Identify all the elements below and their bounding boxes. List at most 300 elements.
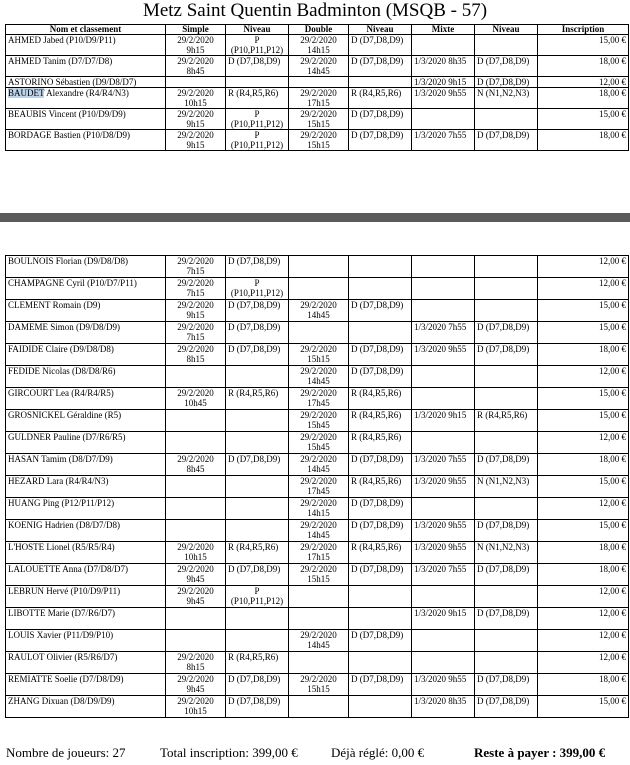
mixed-slot-line: 1/3/2020 9h55 xyxy=(414,344,467,354)
mixed-level xyxy=(475,344,538,366)
table-row xyxy=(6,542,629,564)
table-row xyxy=(6,674,629,696)
double-slot xyxy=(289,300,349,322)
mixed-level xyxy=(475,498,538,520)
player-name xyxy=(6,586,166,608)
fee-amount xyxy=(538,130,629,151)
fee-amount-line: 12,00 € xyxy=(599,630,626,640)
mixed-level xyxy=(475,454,538,476)
mixed-slot xyxy=(412,696,475,718)
mixed-level xyxy=(475,586,538,608)
player-name xyxy=(6,432,166,454)
player-name-text: HUANG Ping (P12/P11/P12) xyxy=(8,498,115,508)
simple-slot xyxy=(166,109,226,130)
simple-slot-line: 29/2/2020 xyxy=(177,454,214,464)
double-slot-line: 29/2/2020 xyxy=(300,35,337,45)
mixed-slot xyxy=(412,344,475,366)
double-level-line: R (R4,R5,R6) xyxy=(351,388,402,398)
mixed-level xyxy=(475,366,538,388)
player-name xyxy=(6,366,166,388)
double-level xyxy=(349,56,412,77)
player-name xyxy=(6,300,166,322)
player-name xyxy=(6,454,166,476)
player-name-text: FAIDIDE Claire (D9/D8/D8) xyxy=(8,344,114,354)
mixed-slot xyxy=(412,652,475,674)
double-level xyxy=(349,630,412,652)
player-name-text: L'HOSTE Lionel (R5/R5/R4) xyxy=(8,542,115,552)
mixed-slot xyxy=(412,410,475,432)
double-slot-line: 14h45 xyxy=(307,464,330,474)
simple-level-line: D (D7,D8,D9) xyxy=(228,322,281,332)
fee-amount-line: 12,00 € xyxy=(599,608,626,618)
double-slot-line: 29/2/2020 xyxy=(300,542,337,552)
player-name-text: HEZARD Lara (R4/R4/N3) xyxy=(8,476,109,486)
simple-level xyxy=(226,300,289,322)
fee-amount xyxy=(538,652,629,674)
fee-amount xyxy=(538,542,629,564)
mixed-slot xyxy=(412,432,475,454)
double-slot xyxy=(289,674,349,696)
simple-slot-line: 10h45 xyxy=(184,398,207,408)
double-level xyxy=(349,366,412,388)
fee-amount xyxy=(538,432,629,454)
simple-slot xyxy=(166,498,226,520)
mixed-level xyxy=(475,696,538,718)
mixed-level-line: N (N1,N2,N3) xyxy=(477,88,530,98)
fee-amount-line: 12,00 € xyxy=(599,278,626,288)
mixed-level xyxy=(475,35,538,56)
mixed-slot-line: 1/3/2020 9h15 xyxy=(414,77,467,87)
table-row xyxy=(6,344,629,366)
mixed-level xyxy=(475,109,538,130)
double-level-line: R (R4,R5,R6) xyxy=(351,432,402,442)
mixed-slot xyxy=(412,88,475,109)
simple-level xyxy=(226,366,289,388)
table-row xyxy=(6,56,629,77)
double-slot xyxy=(289,322,349,344)
mixed-level xyxy=(475,564,538,586)
simple-slot-line: 8h45 xyxy=(186,464,205,474)
mixed-level-line: R (R4,R5,R6) xyxy=(477,410,528,420)
double-slot-line: 15h15 xyxy=(307,684,330,694)
mixed-level-line: D (D7,D8,D9) xyxy=(477,454,530,464)
mixed-level xyxy=(475,322,538,344)
double-level-line: D (D7,D8,D9) xyxy=(351,674,404,684)
player-count: Nombre de joueurs: 27 xyxy=(6,745,126,760)
player-name xyxy=(6,652,166,674)
double-level xyxy=(349,608,412,630)
simple-slot xyxy=(166,564,226,586)
fee-amount xyxy=(538,410,629,432)
player-name-text: BORDAGE Bastien (P10/D8/D9) xyxy=(8,130,130,140)
simple-slot-line: 7h15 xyxy=(186,288,205,298)
simple-slot xyxy=(166,77,226,88)
player-name-text: LEBRUN Hervé (P10/D9/P11) xyxy=(8,586,121,596)
simple-level xyxy=(226,476,289,498)
mixed-slot-line: 1/3/2020 9h55 xyxy=(414,542,467,552)
double-slot xyxy=(289,109,349,130)
mixed-slot xyxy=(412,56,475,77)
simple-slot-line: 29/2/2020 xyxy=(177,130,214,140)
player-name xyxy=(6,278,166,300)
mixed-level-line: N (N1,N2,N3) xyxy=(477,476,530,486)
simple-level xyxy=(226,256,289,278)
double-slot-line: 29/2/2020 xyxy=(300,388,337,398)
simple-slot xyxy=(166,674,226,696)
header-mixed-level: Niveau xyxy=(475,25,538,35)
simple-level xyxy=(226,77,289,88)
double-slot xyxy=(289,432,349,454)
double-slot-line: 29/2/2020 xyxy=(300,564,337,574)
player-name xyxy=(6,608,166,630)
fee-amount xyxy=(538,35,629,56)
registration-table-page2 xyxy=(5,255,629,718)
simple-slot-line: 29/2/2020 xyxy=(177,322,214,332)
header-double-level: Niveau xyxy=(349,25,412,35)
fee-amount-line: 12,00 € xyxy=(599,652,626,662)
double-slot xyxy=(289,608,349,630)
simple-level-line: R (R4,R5,R6) xyxy=(228,388,279,398)
mixed-slot xyxy=(412,322,475,344)
player-name xyxy=(6,322,166,344)
table-row xyxy=(6,586,629,608)
total-fee: Total inscription: 399,00 € xyxy=(160,745,298,760)
double-level xyxy=(349,432,412,454)
double-level xyxy=(349,344,412,366)
fee-amount-line: 18,00 € xyxy=(599,130,626,140)
player-name-text: Alexandre (R4/R4/N3) xyxy=(44,88,129,98)
simple-slot xyxy=(166,476,226,498)
fee-amount xyxy=(538,498,629,520)
double-level xyxy=(349,542,412,564)
double-slot-line: 15h15 xyxy=(307,119,330,129)
double-level xyxy=(349,388,412,410)
mixed-slot-line: 1/3/2020 9h55 xyxy=(414,674,467,684)
amount-due: Reste à payer : 399,00 € xyxy=(474,745,606,760)
double-slot-line: 29/2/2020 xyxy=(300,130,337,140)
mixed-slot-line: 1/3/2020 9h15 xyxy=(414,410,467,420)
simple-slot-line: 9h15 xyxy=(186,140,205,150)
double-slot xyxy=(289,586,349,608)
simple-level-line: P xyxy=(254,35,260,45)
simple-level xyxy=(226,35,289,56)
player-name-text: HASAN Tamim (D8/D7/D9) xyxy=(8,454,113,464)
player-name-text: GROSNICKEL Géraldine (R5) xyxy=(8,410,122,420)
fee-amount-line: 18,00 € xyxy=(599,674,626,684)
mixed-level xyxy=(475,410,538,432)
table-row xyxy=(6,278,629,300)
double-level-line: D (D7,D8,D9) xyxy=(351,520,404,530)
simple-slot-line: 9h15 xyxy=(186,119,205,129)
fee-amount xyxy=(538,630,629,652)
fee-amount-line: 15,00 € xyxy=(599,388,626,398)
simple-slot xyxy=(166,696,226,718)
simple-slot xyxy=(166,322,226,344)
double-slot xyxy=(289,564,349,586)
double-level-line: D (D7,D8,D9) xyxy=(351,109,404,119)
mixed-slot xyxy=(412,454,475,476)
mixed-slot xyxy=(412,388,475,410)
simple-level xyxy=(226,130,289,151)
player-name xyxy=(6,498,166,520)
double-level xyxy=(349,130,412,151)
double-slot-line: 29/2/2020 xyxy=(300,344,337,354)
mixed-slot xyxy=(412,674,475,696)
mixed-slot-line: 1/3/2020 7h55 xyxy=(414,130,467,140)
simple-slot-line: 9h45 xyxy=(186,574,205,584)
player-name-text: CLEMENT Romain (D9) xyxy=(8,300,101,310)
double-level xyxy=(349,454,412,476)
simple-slot-line: 10h15 xyxy=(184,706,207,716)
mixed-slot xyxy=(412,476,475,498)
simple-level xyxy=(226,454,289,476)
header-mixed: Mixte xyxy=(412,25,475,35)
simple-level-line: D (D7,D8,D9) xyxy=(228,454,281,464)
player-name xyxy=(6,77,166,88)
simple-level xyxy=(226,520,289,542)
simple-level-line: (P10,P11,P12) xyxy=(230,140,284,150)
double-slot-line: 14h45 xyxy=(307,640,330,650)
fee-amount-line: 15,00 € xyxy=(599,696,626,706)
table-row xyxy=(6,366,629,388)
double-slot-line: 29/2/2020 xyxy=(300,366,337,376)
mixed-level-line: D (D7,D8,D9) xyxy=(477,696,530,706)
double-slot xyxy=(289,278,349,300)
selected-text[interactable]: BAUDET xyxy=(8,88,45,98)
double-slot xyxy=(289,130,349,151)
double-level xyxy=(349,520,412,542)
simple-slot-line: 29/2/2020 xyxy=(177,344,214,354)
simple-slot xyxy=(166,300,226,322)
double-slot-line: 29/2/2020 xyxy=(300,410,337,420)
mixed-slot xyxy=(412,300,475,322)
fee-amount xyxy=(538,454,629,476)
table-row xyxy=(6,498,629,520)
player-name xyxy=(6,109,166,130)
mixed-slot xyxy=(412,278,475,300)
double-level xyxy=(349,696,412,718)
mixed-slot-line: 1/3/2020 9h15 xyxy=(414,608,467,618)
mixed-slot-line: 1/3/2020 7h55 xyxy=(414,564,467,574)
simple-slot xyxy=(166,278,226,300)
fee-amount-line: 18,00 € xyxy=(599,564,626,574)
fee-amount xyxy=(538,586,629,608)
fee-amount-line: 15,00 € xyxy=(599,35,626,45)
double-level-line: R (R4,R5,R6) xyxy=(351,542,402,552)
double-slot-line: 29/2/2020 xyxy=(300,454,337,464)
table-row xyxy=(6,410,629,432)
simple-slot-line: 29/2/2020 xyxy=(177,35,214,45)
simple-level-line: P xyxy=(254,130,260,140)
double-level xyxy=(349,674,412,696)
simple-level-line: D (D7,D8,D9) xyxy=(228,696,281,706)
fee-amount xyxy=(538,256,629,278)
double-slot-line: 29/2/2020 xyxy=(300,432,337,442)
simple-level-line: D (D7,D8,D9) xyxy=(228,674,281,684)
double-level xyxy=(349,498,412,520)
mixed-level-line: D (D7,D8,D9) xyxy=(477,130,530,140)
simple-slot-line: 29/2/2020 xyxy=(177,56,214,66)
header-fee: Inscription xyxy=(538,25,629,35)
simple-slot-line: 29/2/2020 xyxy=(177,278,214,288)
fee-amount-line: 18,00 € xyxy=(599,88,626,98)
double-slot xyxy=(289,476,349,498)
player-name-text: KOENIG Hadrien (D8/D7/D8) xyxy=(8,520,120,530)
double-slot-line: 29/2/2020 xyxy=(300,300,337,310)
table-row xyxy=(6,520,629,542)
simple-slot-line: 8h15 xyxy=(186,662,205,672)
mixed-slot xyxy=(412,564,475,586)
simple-slot xyxy=(166,388,226,410)
mixed-slot-line: 1/3/2020 8h35 xyxy=(414,56,467,66)
double-slot-line: 15h45 xyxy=(307,442,330,452)
simple-level-line: D (D7,D8,D9) xyxy=(228,344,281,354)
simple-level-line: (P10,P11,P12) xyxy=(230,288,284,298)
mixed-level xyxy=(475,652,538,674)
double-slot-line: 14h45 xyxy=(307,530,330,540)
double-slot-line: 15h15 xyxy=(307,140,330,150)
fee-amount xyxy=(538,674,629,696)
fee-amount-line: 12,00 € xyxy=(599,586,626,596)
mixed-level-line: D (D7,D8,D9) xyxy=(477,77,530,87)
mixed-level xyxy=(475,608,538,630)
fee-amount xyxy=(538,77,629,88)
player-name xyxy=(6,88,166,109)
fee-amount-line: 18,00 € xyxy=(599,56,626,66)
simple-level xyxy=(226,586,289,608)
table-row xyxy=(6,696,629,718)
simple-slot xyxy=(166,432,226,454)
mixed-slot xyxy=(412,608,475,630)
simple-slot-line: 29/2/2020 xyxy=(177,88,214,98)
fee-amount-line: 12,00 € xyxy=(599,256,626,266)
mixed-slot xyxy=(412,35,475,56)
simple-level xyxy=(226,630,289,652)
mixed-slot xyxy=(412,630,475,652)
amount-paid: Déjà réglé: 0,00 € xyxy=(331,745,425,760)
player-name xyxy=(6,410,166,432)
mixed-slot-line: 1/3/2020 9h55 xyxy=(414,476,467,486)
table-row xyxy=(6,256,629,278)
simple-slot-line: 29/2/2020 xyxy=(177,109,214,119)
double-slot-line: 17h15 xyxy=(307,552,330,562)
fee-amount-line: 12,00 € xyxy=(599,77,626,87)
double-slot-line: 29/2/2020 xyxy=(300,630,337,640)
double-level-line: D (D7,D8,D9) xyxy=(351,498,404,508)
mixed-level xyxy=(475,77,538,88)
table-row xyxy=(6,88,629,109)
double-level-line: D (D7,D8,D9) xyxy=(351,130,404,140)
simple-slot xyxy=(166,608,226,630)
mixed-slot xyxy=(412,542,475,564)
double-level xyxy=(349,322,412,344)
double-level xyxy=(349,256,412,278)
header-simple: Simple xyxy=(166,25,226,35)
simple-slot xyxy=(166,410,226,432)
table-row xyxy=(6,564,629,586)
mixed-level xyxy=(475,520,538,542)
simple-level-line: (P10,P11,P12) xyxy=(230,119,284,129)
fee-amount-line: 12,00 € xyxy=(599,432,626,442)
fee-amount xyxy=(538,56,629,77)
player-name xyxy=(6,542,166,564)
summary-footer xyxy=(6,744,626,762)
simple-slot-line: 29/2/2020 xyxy=(177,696,214,706)
fee-amount-line: 15,00 € xyxy=(599,476,626,486)
mixed-level xyxy=(475,88,538,109)
simple-slot xyxy=(166,35,226,56)
double-level-line: D (D7,D8,D9) xyxy=(351,630,404,640)
simple-slot-line: 9h45 xyxy=(186,684,205,694)
double-slot-line: 15h15 xyxy=(307,354,330,364)
simple-slot xyxy=(166,454,226,476)
simple-level-line: D (D7,D8,D9) xyxy=(228,564,281,574)
mixed-slot xyxy=(412,520,475,542)
mixed-slot-line: 1/3/2020 8h35 xyxy=(414,696,467,706)
mixed-level xyxy=(475,674,538,696)
table-row xyxy=(6,652,629,674)
mixed-level xyxy=(475,630,538,652)
double-slot-line: 14h15 xyxy=(307,45,330,55)
double-level-line: D (D7,D8,D9) xyxy=(351,56,404,66)
simple-slot xyxy=(166,56,226,77)
table-row xyxy=(6,35,629,56)
simple-slot-line: 29/2/2020 xyxy=(177,542,214,552)
player-name-text: GIRCOURT Lea (R4/R4/R5) xyxy=(8,388,114,398)
mixed-level xyxy=(475,476,538,498)
fee-amount xyxy=(538,520,629,542)
mixed-slot-line: 1/3/2020 7h55 xyxy=(414,454,467,464)
page-separator xyxy=(0,213,630,222)
fee-amount xyxy=(538,109,629,130)
simple-level xyxy=(226,388,289,410)
simple-level xyxy=(226,498,289,520)
simple-slot xyxy=(166,586,226,608)
simple-slot xyxy=(166,630,226,652)
fee-amount xyxy=(538,696,629,718)
mixed-level-line: D (D7,D8,D9) xyxy=(477,344,530,354)
simple-level-line: P xyxy=(254,586,260,596)
simple-slot-line: 29/2/2020 xyxy=(177,300,214,310)
mixed-level-line: D (D7,D8,D9) xyxy=(477,520,530,530)
player-name-text: DAMEME Simon (D9/D8/D9) xyxy=(8,322,120,332)
mixed-slot xyxy=(412,109,475,130)
table-row xyxy=(6,109,629,130)
double-slot-line: 17h15 xyxy=(307,98,330,108)
fee-amount xyxy=(538,278,629,300)
table-row xyxy=(6,630,629,652)
double-level xyxy=(349,278,412,300)
table-row xyxy=(6,608,629,630)
double-level xyxy=(349,476,412,498)
double-slot xyxy=(289,630,349,652)
simple-level-line: (P10,P11,P12) xyxy=(230,596,284,606)
player-name xyxy=(6,130,166,151)
simple-level-line: D (D7,D8,D9) xyxy=(228,56,281,66)
fee-amount-line: 18,00 € xyxy=(599,542,626,552)
player-name xyxy=(6,696,166,718)
fee-amount-line: 15,00 € xyxy=(599,520,626,530)
simple-level xyxy=(226,564,289,586)
player-name-text: AHMED Jabed (P10/D9/P11) xyxy=(8,35,116,45)
simple-slot xyxy=(166,520,226,542)
mixed-level xyxy=(475,388,538,410)
fee-amount xyxy=(538,564,629,586)
double-slot-line: 29/2/2020 xyxy=(300,498,337,508)
double-level-line: D (D7,D8,D9) xyxy=(351,366,404,376)
simple-slot-line: 9h15 xyxy=(186,45,205,55)
mixed-level-line: N (N1,N2,N3) xyxy=(477,542,530,552)
